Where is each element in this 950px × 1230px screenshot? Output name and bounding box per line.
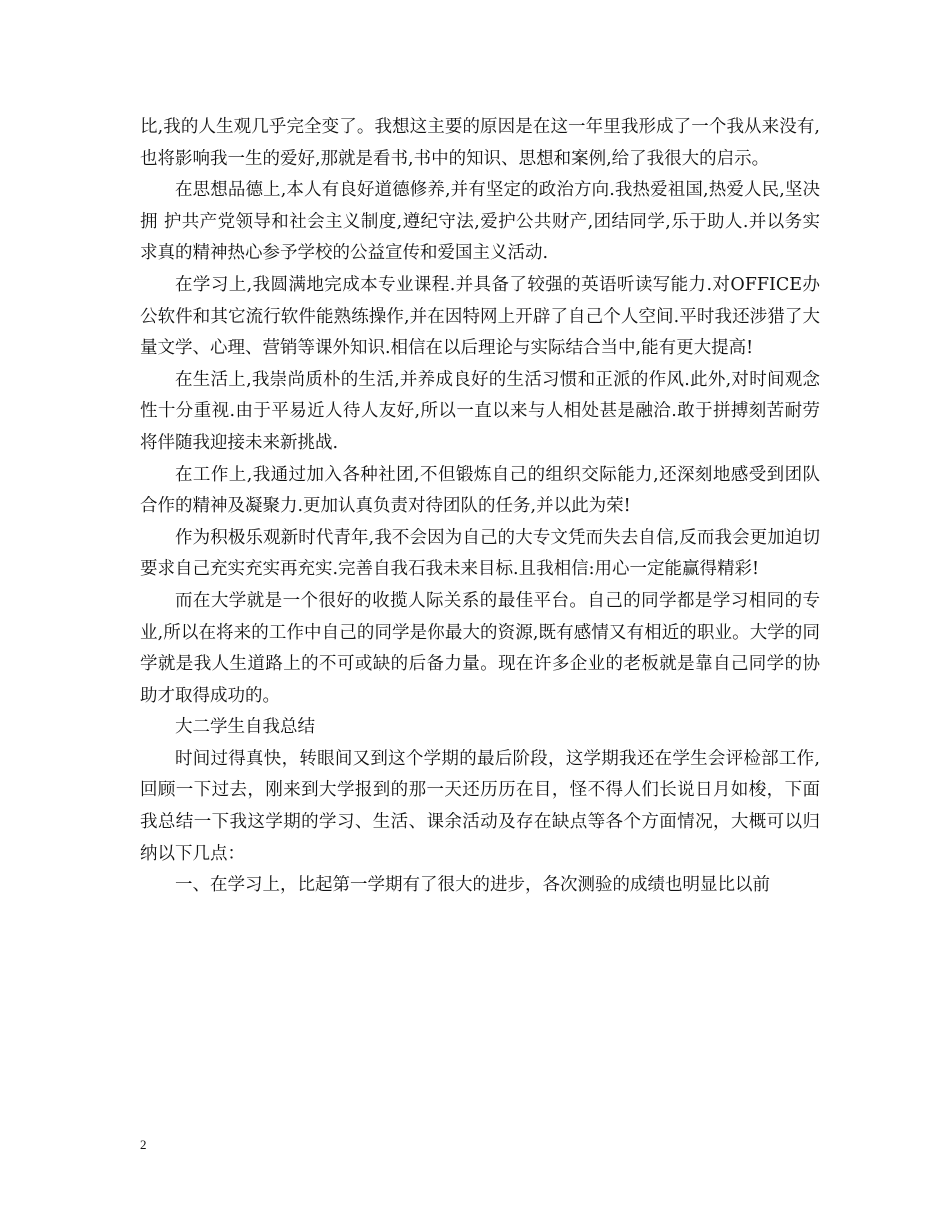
paragraph-work: 在工作上,我通过加入各种社团,不但锻炼自己的组织交际能力,还深刻地感受到团队合作的精神及凝聚力.更加认真负责对待团队的任务,并以此为荣! <box>140 464 820 517</box>
paragraph-study: 在学习上,我圆满地完成本专业课程.并具备了较强的英语听读写能力.对OFFICE办公软件和其它流行软件能熟练操作,并在因特网上开辟了自己个人空间.平时我还涉猎了大量文学、心理、营销等课外知识.相信在以后理论与实际结合当中,能有更大提高! <box>140 274 820 359</box>
page-number: 2 <box>140 1137 147 1152</box>
paragraph-classmates: 而在大学就是一个很好的收揽人际关系的最佳平台。自己的同学都是学习相同的专业,所以在将来的工作中自己的同学是你最大的资源,既有感情又有相近的职业。大学的同学就是我人生道路上的不可或缺的后备力量。现在许多企业的老板就是靠自己同学的协助才取得成功的。 <box>140 590 820 706</box>
paragraph-semester-intro: 时间过得真快，转眼间又到这个学期的最后阶段，这学期我还在学生会评检部工作,回顾一下过去，刚来到大学报到的那一天还历历在目，怪不得人们长说日月如梭，下面我总结一下我这学期的学习、生活、课余活动及存在缺点等各个方面情况，大概可以归纳以下几点： <box>140 748 820 864</box>
document-body <box>140 112 820 902</box>
paragraph-study-progress: 一、在学习上，比起第一学期有了很大的进步，各次测验的成绩也明显比以前 <box>175 875 770 896</box>
paragraph-life: 在生活上,我崇尚质朴的生活,并养成良好的生活习惯和正派的作风.此外,对时间观念性十分重视.由于平易近人待人友好,所以一直以来与人相处甚是融洽.敢于拼搏刻苦耐劳将伴随我迎接未来新挑战. <box>140 369 820 453</box>
section-heading: 大二学生自我总结 <box>175 717 315 738</box>
paragraph-continued-from-previous-page: 比,我的人生观几乎完全变了。我想这主要的原因是在这一年里我形成了一个我从来没有,也将影响我一生的爱好,那就是看书,书中的知识、思想和案例,给了我很大的启示。 <box>140 117 820 169</box>
paragraph-youth-confidence: 作为积极乐观新时代青年,我不会因为自己的大专文凭而失去自信,反而我会更加迫切要求自己充实充实再充实.完善自我石我未来目标.且我相信:用心一定能赢得精彩! <box>140 527 820 580</box>
paragraph-moral-character: 在思想品德上,本人有良好道德修养,并有坚定的政治方向.我热爱祖国,热爱人民,坚决拥 护共产党领导和社会主义制度,遵纪守法,爱护公共财产,团结同学,乐于助人.并以务实求真的精神热心参予学校的公益宣传和爱国主义活动. <box>140 180 820 264</box>
